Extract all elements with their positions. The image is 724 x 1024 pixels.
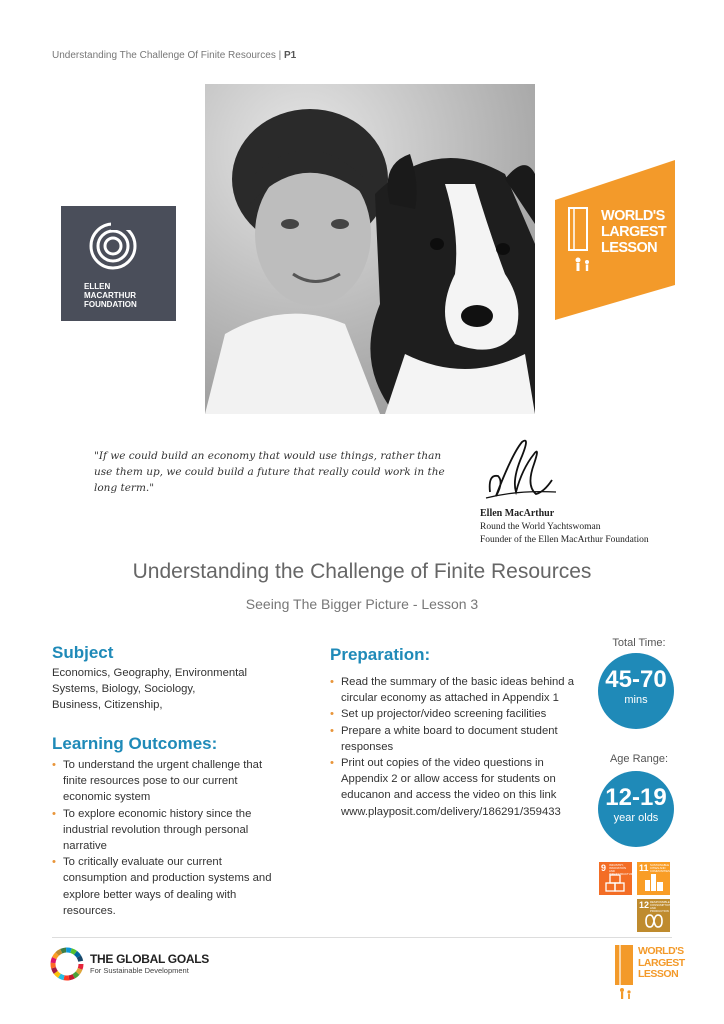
wll-footer-logo — [638, 946, 685, 981]
page-header — [52, 50, 296, 61]
list-item-line: Appendix 2 or allow access for students on — [341, 773, 556, 786]
subject-text — [52, 665, 247, 713]
subject-heading: Subject — [52, 643, 114, 662]
lesson-subtitle: Seeing The Bigger Picture - Lesson 3 — [245, 596, 479, 612]
emf-logo-line2: MACARTHUR — [84, 291, 136, 300]
global-goals-logo — [90, 952, 209, 975]
age-range-value: 12-19 — [605, 784, 667, 811]
sdg-12-icon — [637, 899, 670, 932]
wll-banner-line3: LESSON — [601, 240, 658, 256]
list-item-line: explore better ways of dealing with — [63, 888, 237, 901]
header-page-number: P1 — [284, 50, 297, 61]
list-item-line: economic system — [63, 791, 151, 804]
quote-line-1: "If we could build an economy that would use things, rather than — [94, 450, 442, 462]
portrait-illustration — [205, 84, 535, 414]
global-goals-wheel-icon — [52, 949, 82, 979]
sdg-9-number: 9 — [601, 863, 607, 873]
emf-rings-icon — [61, 206, 176, 286]
quote-line-3: long term." — [94, 482, 155, 494]
emf-logo-line1: ELLEN — [84, 282, 111, 291]
list-item — [52, 757, 312, 806]
total-time-unit: mins — [624, 694, 648, 706]
quote-line-2: use them up, we could build a future that really could work in the — [94, 466, 445, 478]
list-item-line: narrative — [63, 840, 107, 853]
list-item — [52, 854, 312, 919]
total-time-badge — [598, 653, 674, 729]
attribution-role-2: Founder of the Ellen MacArthur Foundation — [480, 535, 649, 545]
sdg-12-number: 12 — [639, 900, 650, 910]
header-title: Understanding The Challenge Of Finite Resources — [52, 50, 276, 61]
city-icon — [637, 862, 670, 895]
list-item-line: www.playposit.com/delivery/186291/359433 — [341, 805, 561, 818]
preparation-list — [330, 674, 595, 820]
list-item — [330, 706, 595, 722]
subject-line-2: Systems, Biology, Sociology, — [52, 683, 196, 695]
worlds-largest-lesson-banner — [545, 160, 675, 320]
list-item — [330, 674, 595, 706]
sdg-11-label: SUSTAINABLE CITIES AND COMMUNITIES — [650, 863, 670, 873]
preparation-heading: Preparation: — [330, 645, 431, 664]
header-separator: | — [278, 50, 282, 61]
list-item-line: industrial revolution through personal — [63, 823, 249, 836]
signature-image — [482, 434, 562, 504]
footer-divider — [52, 937, 672, 938]
sdg-11-number: 11 — [639, 863, 649, 873]
total-time-value: 45-70 — [605, 666, 667, 693]
portrait-photo — [205, 84, 535, 414]
list-item-line: • Set up projector/video screening facilities — [341, 708, 547, 721]
list-item-line: resources. — [63, 904, 116, 917]
global-goals-title: THE GLOBAL GOALS — [90, 952, 209, 966]
list-item-line: finite resources pose to our current — [63, 775, 238, 788]
age-range-unit: year olds — [613, 812, 659, 824]
wll-footer-line1: WORLD'S — [638, 945, 684, 957]
age-range-label: Age Range: — [609, 753, 669, 765]
subject-line-3: Business, Citizenship, — [52, 699, 163, 711]
sdg-11-icon — [637, 862, 670, 895]
learning-outcomes-heading: Learning Outcomes: — [52, 734, 218, 753]
list-item-line: educanon and access the video on this link — [341, 789, 557, 802]
wll-footer-line3: LESSON — [638, 968, 679, 980]
wll-banner-line1: WORLD'S — [601, 208, 665, 224]
list-item-line: • To critically evaluate our current — [63, 856, 222, 869]
sdg-12-label: RESPONSIBLE CONSUMPTION AND PRODUCTION — [650, 900, 671, 913]
list-item — [330, 723, 595, 755]
list-item — [52, 806, 312, 855]
list-item-line: consumption and production systems and — [63, 872, 272, 885]
age-range-badge — [598, 771, 674, 847]
list-item-line: circular economy as attached in Appendix 1 — [341, 692, 559, 705]
emf-logo — [61, 206, 176, 321]
wll-banner-line2: LARGEST — [601, 224, 667, 240]
lesson-title: Understanding the Challenge of Finite Resources — [132, 560, 592, 583]
infinity-icon — [637, 899, 670, 932]
sdg-9-icon — [599, 862, 635, 895]
list-item-line: • To explore economic history since the — [63, 807, 252, 820]
list-item-line: • Print out copies of the video questions in — [341, 757, 544, 770]
learning-outcomes-list — [52, 757, 312, 919]
wll-footer-line2: LARGEST — [638, 956, 685, 969]
sdg-9-label: INDUSTRY, INNOVATION AND INFRASTRUCTURE — [609, 863, 635, 876]
quote — [94, 448, 464, 496]
list-item — [330, 755, 595, 820]
emf-logo-line3: FOUNDATION — [84, 300, 137, 309]
list-item-line: responses — [341, 740, 394, 753]
subject-line-1: Economics, Geography, Environmental — [52, 667, 248, 679]
cubes-icon — [599, 862, 635, 895]
list-item-line: • To understand the urgent challenge that — [63, 759, 263, 771]
list-item-line: • Read the summary of the basic ideas behind a — [341, 676, 574, 688]
attribution-name: Ellen MacArthur — [480, 508, 555, 519]
wll-footer-book-icon — [612, 942, 638, 1002]
list-item-line: • Prepare a white board to document student — [341, 724, 558, 737]
total-time-label: Total Time: — [612, 637, 666, 649]
attribution-role-1: Round the World Yachtswoman — [480, 522, 601, 532]
global-goals-subtitle: For Sustainable Development — [90, 966, 189, 975]
